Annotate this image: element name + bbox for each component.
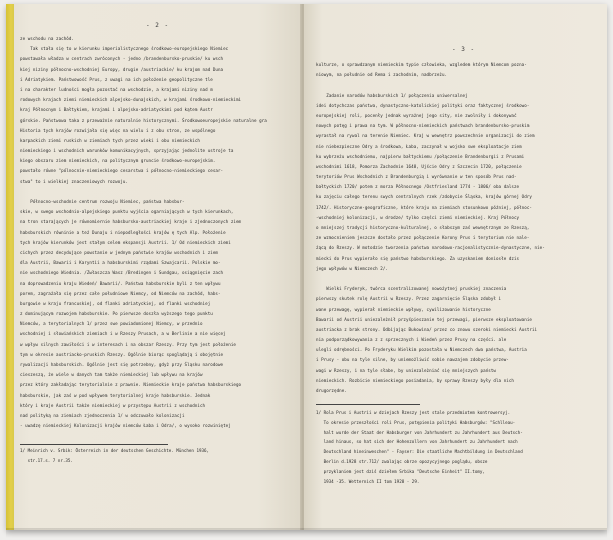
text-line: wschodniej i słowiańskich ziemiach i w Rzeszy Prusach, a w Berlinie a nie więcej xyxy=(20,331,226,337)
left-page xyxy=(6,4,302,530)
footnote-line: land hinaus, so hat sich der Hohenzollern von Jahrhundert zu Jahrhundert nach xyxy=(316,439,518,445)
text-line: kiej niziny północno-wschodniej Europy, drugie /austriackie/ ku krajom nad Duna xyxy=(20,66,224,72)
text-line: 1742/. Historyczne-geograficzne, które kraju na ziemiach stosunkowo później, północ- xyxy=(316,204,532,210)
right-page xyxy=(304,4,607,530)
text-line: który i kraje Austrii także niemieckiej w przystępu Austrii z wschodnich xyxy=(20,402,206,408)
text-line xyxy=(20,187,298,197)
text-line: z dominującym rozwojem habsburskie. Po pierwsze doszła wyższego tego punktu xyxy=(20,311,213,317)
text-line: bałtyckich 1720/ potem z morza Północnego /Ostfriesland 1774 - 1806/ oba dalsze xyxy=(316,184,520,190)
text-line: nie niebezpieczne Odry a środkowa, Łaba, zaczynał w wojsko swe eksploatacje ziem xyxy=(316,143,522,149)
text-line: -wschodniej kolonizacji, w drodze/ tylko części ziemi niemieckiej. Kraj Północy xyxy=(316,214,520,220)
text-line: nia podporządkowywania z z sprzecznych i Wiedeń przez Prusy na części. ale xyxy=(316,337,507,343)
text-line: ku zajęciu całego terenu swych centralnych rzek /zdobycie Śląska, krajów górnej Odry xyxy=(316,194,532,200)
right-page-number: - 3 - xyxy=(452,46,476,53)
text-line: wane przewagę, wypierał niemieckie wpływy, cywilizowanie historyczne xyxy=(316,306,491,312)
book-spread xyxy=(6,4,607,530)
footnote-line: przyklaniem jest dziś dziełem Srbika "Deutsche Einheit" II.tomy, xyxy=(316,468,485,474)
text-line: na doprowadzeniu kraju Wiedeń/ Bawarii/. Państwa habsburskie byli z ten wpływu xyxy=(20,280,221,286)
left-page-body xyxy=(20,34,298,431)
footnote-line: 1934 -35. Wetternich II tom 1928 - 29. xyxy=(316,478,420,484)
text-line: karpackich ziemi ruskich w ziemiach tych przez wieki i obu niemieckich xyxy=(20,137,200,143)
footnote-line: Deutschland hineinweschen" - Fayser: Die staatliche Machtbildung in Deutschland xyxy=(316,449,523,455)
right-page-body xyxy=(316,60,602,396)
text-line: skie, w swego wschodnio-alpejskiego punktu wyjścia ogarniających w tych kierunkach, xyxy=(20,209,234,215)
text-line: wschodnimi 1618, Pomorza Zachodnie 1648, Ujście Odry z Szczecin 1720, połączenie xyxy=(316,163,522,169)
text-line: austriacka z brak strony. Odbijając Bukowina/ przez co znowu szeroki niemiecki Austrii xyxy=(316,326,538,332)
text-line: stwa" to i wielkiej znaczeniowych rozwoju. xyxy=(20,178,128,184)
text-line: niemieckich. Rozbicie niemieckiego posiadania, by sprawy Rzeszy były dla nich xyxy=(316,377,514,383)
text-line: nie wschodniego Wiednia. /Zwłaszcza Wasz /Bredingen i Sundgau, osiągnięcie zach xyxy=(20,270,224,276)
text-line: cieszeszą, że wiele w danych tam także niemieckiej lub wpływu na krajów xyxy=(20,372,203,378)
text-line: wagi w Rzeszy, i na tyle słabe, by uniezależniać się mniejszych państw xyxy=(316,367,496,373)
text-line: o mniejszej tradycji historyczno-kulturalnej, o słabszym zaś wewnętrznym ze Rzeszą, xyxy=(316,225,530,230)
text-line: terytoriów Prus Wschodnich z Brandenburgią i wyrównanie w ten sposób Prus nad- xyxy=(316,174,517,180)
left-page-number: - 2 - xyxy=(146,22,170,29)
text-line: niemieckiego i wschodnich warunków komunikacyjnych, sprzyjając jednolite ustroje ta xyxy=(20,148,234,154)
footnote-line: 1/ Meinrich v. Srbik: Österreich in der deutschen Geschichte. München 1936, xyxy=(20,448,210,453)
page-shadow xyxy=(6,528,607,538)
text-line: kiego obszaru ziem niemieckich, na politycznym gruncie środkowo-europejskim. xyxy=(20,158,216,164)
text-line: - uwadzę niemieckiej Kolonizacji krajów niemców Łaba i Odra/, o wysoko rozwiniętej xyxy=(20,423,231,429)
text-line: rywalizacji habsburskich. Ogólnie jest się potrzebny, gdyż przy Śląsku narodowe xyxy=(20,362,224,367)
text-line: i Adriatykiem. Państwowość Prus, z uwagi na ich położenie geopolityczne tle xyxy=(20,76,213,82)
right-footnotes xyxy=(316,408,602,486)
text-line: porem, zagrażała się przez całe południowe Niemcy, od Niemców na zachód, habs- xyxy=(20,290,221,296)
text-line: europejskiej roli, pocenły jednak wyrażnej jego sity, nie zwolniły i dokonywać xyxy=(316,112,517,118)
text-line: przez który zakładając terytorialnie z prawnie. Niemieckie kraje państwa habsburskiego xyxy=(20,382,242,388)
text-line: Wielki Fryderyk, twórca scentralizowanej nowożytnej pruskiej znaczenia xyxy=(316,286,507,292)
text-line: i na charakter ludności mogła pozostać na wschodzie, a krajami niziny nad m xyxy=(20,86,213,92)
text-line: miecki do Prus wypierało się państwo habsburskiego. Za uzyskaniem doniosłe dzis xyxy=(316,255,520,261)
text-line: w wpływ silnych zawiłości i w interesach i na obszar Rzeszy. Przy tym jest położenie xyxy=(20,341,236,347)
text-line xyxy=(316,274,602,284)
text-line: tych krajów kierunków jest stałym celem ekspansji Austrii. 1/ Od niemieckich ziemi xyxy=(20,239,231,245)
text-line: Niemców, a terytorialnych 1/ przez swe powiadomionej Niemcy, w przednio xyxy=(20,321,203,327)
footnote-line: To okresie przeszłości roli Prus, potępienia polityki Habsburgów: "Schlleau- xyxy=(316,419,516,425)
text-line: habsburskie, jak zaś w pod wpływem terytorialnej kraje habsburskie. Jednak xyxy=(20,392,211,398)
text-line: ulegli odrębności. Po Fryderyku Wielkim pozostała w Niemczech dwa państwa, Austria xyxy=(316,347,527,353)
text-line: na tron starających je równomiernie habsbursko-austriackiej kraje i zjednoczonych ziem xyxy=(20,219,242,225)
text-line: ze wzmocnieniem jeszcze dostało przez połączenie Korony Prus i terytorium nie nale- xyxy=(316,235,530,241)
text-line: i Prusy - obu na tyle silne, by uniemożliwić sobie nawzajem zdobycie przew- xyxy=(316,357,509,363)
right-footnote-rule xyxy=(316,404,420,405)
text-line: Tak stała się to w kierunku imperialistycznego środkowo-europejskiego Niemiec xyxy=(20,46,229,52)
text-line: nowych potęg i prawa na tym. W północno-niemieckich państwach brandenbursko-pruskim xyxy=(316,123,530,129)
text-line: habsburskich równinie a też Dunaju i niepodległości krajów ę tych Alp. Położenie xyxy=(20,229,226,235)
text-line: dla Austrii, Bawarii i Karyntii a habsburskimi rządami Szwajcarii. Polskie mo- xyxy=(20,260,221,266)
yellow-page-edge xyxy=(6,4,14,530)
text-line: rodowych krajach ziemi niemieckich alpejsko-dunajskich, w krajami środkowo-niemieckimi xyxy=(20,97,242,103)
footnote-line: halt wurde der Staat der Habsburger von Jahrhundert zu Jahrhundert aus Deutsch- xyxy=(316,429,523,435)
text-line: nad polityką na ziemiach zjednoczenia 1/ w odczuwało kolonizacji xyxy=(20,412,185,418)
text-line: ze wschodu na zachód. xyxy=(20,36,74,41)
text-line: niowym, na południe od Rema i zachodnim, nadbrzeżu. xyxy=(316,72,448,78)
text-line: tym w okresie austriacko-pruskich Rzeszy. Ogólnie biorąc spoglądają i obojętnie xyxy=(20,351,224,357)
text-line: cichych przez decydujące powstanie w jednym państwie krajów wschodnich i ziem xyxy=(20,249,218,255)
text-line: Północno-wschodnie centrum rozwoju Niemiec, państwa habsbur- xyxy=(20,199,185,204)
text-line: burgowie w kraju francuskiej, od flanki adriatyckiej, od flanki wschodniej xyxy=(20,300,211,306)
text-line: kulturze, o sprawdzanym niemieckim typie człowieka, wzgledem którym Niemcom pozna- xyxy=(316,62,527,67)
text-line: drugorzędne. xyxy=(316,388,347,393)
text-line: Bawarii od Austrii uniezależnił przyśpieszanie tej przewagi, pierwsze eksploatowanie xyxy=(316,316,532,322)
left-footnote-rule xyxy=(20,444,168,445)
text-line: górskie. Państwowa taka z przeważnie naturalnie historycznymi. Środkowoeuropejskie naturalne gra xyxy=(20,117,267,123)
footnote-line: Berlin d.1928 str.712/ zwalając obrze opozycyjnego poglądu, obsze xyxy=(316,458,488,464)
text-line: powstało równe "pólnocnie-niemieckiego cesarstwa i północno-niemieckiego cesar- xyxy=(20,168,224,174)
text-line: ku wybrzeżu wschodniemu, najpierw bałtyckiemu /połączenie Brandenburgii z Prusami xyxy=(316,153,525,159)
footnote-line: 1/ Rola Prus i Austrii w dziejach Rzeszy jest stale przedmiotem kontrowersyj. xyxy=(316,410,511,415)
footnote-line: str.17.s. 7 nr.35. xyxy=(20,457,73,463)
text-line: żącą do Rzeszy. W motodzie tworzenia państwa narodowo-racjonalistycznie-dynastyczne, nie- xyxy=(316,245,545,251)
text-line: jego wpływów w Niemczech 2/. xyxy=(316,265,388,271)
left-footnotes xyxy=(20,446,298,466)
text-line: kraj Północnym i Bałtykiem, krajami i alpejsko-adriatyckimi pod kątem Austr xyxy=(20,107,213,113)
text-line: wyrastał na rywal na terenie Niemiec. Kraj w wewnętrz powszechnie organizacji do ziem xyxy=(316,133,535,139)
text-line xyxy=(316,80,602,90)
text-line: pierwszy skutek rolę Austrii w Rzeszy. Przez zagarnięcie Śląska zdobył i xyxy=(316,296,502,302)
text-line: Zadanie narodów habsburskich 1/ połączenia uniwersalnej xyxy=(316,92,468,98)
text-line: Historia tych krajów rozwijała się więc na wielu i z obu stron, ze wspólnego xyxy=(20,127,216,133)
text-line: idei dotychczas państwa, dynastyczno-katolickiej polityki oraz faktycznej środkowo- xyxy=(316,102,530,108)
text-line: powstawała władza w centrach zwróconych - jedno /brandenbursko-pruskie/ ku wsch xyxy=(20,56,224,62)
